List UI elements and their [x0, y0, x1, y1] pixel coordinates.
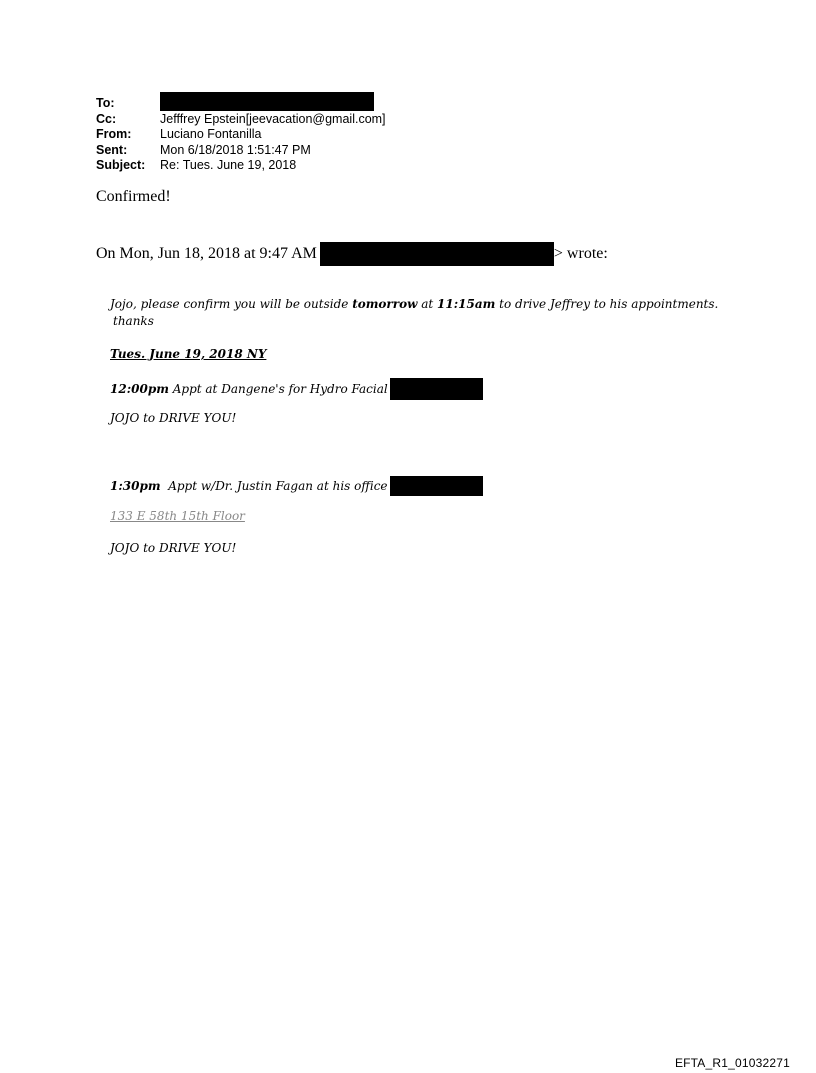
appointment-text: Appt w/Dr. Justin Fagan at his office [160, 479, 388, 493]
quoted-text: Jojo, please confirm you will be outside [110, 297, 353, 311]
redaction-box [390, 476, 483, 496]
quote-intro-before: On Mon, Jun 18, 2018 at 9:47 AM [96, 245, 317, 262]
redaction-box [390, 378, 483, 400]
subject-value: Re: Tues. June 19, 2018 [160, 158, 297, 172]
to-row [96, 96, 386, 112]
quoted-text: at [417, 297, 438, 311]
from-value: Luciano Fontanilla [160, 127, 262, 141]
cc-value: Jefffrey Epstein[jeevacation@gmail.com] [160, 111, 386, 126]
subject-row [96, 158, 386, 174]
sent-label: Sent: [96, 142, 128, 157]
email-header [96, 96, 386, 174]
quote-intro-after: > wrote: [553, 245, 608, 262]
subject-label: Subject: [96, 158, 146, 172]
quoted-line-1 [110, 297, 718, 311]
reply-text: Confirmed! [96, 188, 171, 205]
cc-label: Cc: [96, 111, 117, 126]
appointment-2 [110, 476, 483, 496]
from-label: From: [96, 127, 132, 141]
document-id: EFTA_R1_01032271 [674, 1056, 790, 1070]
appointment-time: 12:00pm [110, 382, 169, 396]
from-row [96, 127, 386, 143]
redaction-box [320, 242, 554, 266]
address-link[interactable]: 133 E 58th 15th Floor [110, 509, 245, 523]
schedule-date-heading: Tues. June 19, 2018 NY [110, 347, 267, 361]
sent-value: Mon 6/18/2018 1:51:47 PM [160, 142, 311, 157]
cc-row [96, 112, 386, 128]
quote-intro [96, 242, 608, 266]
to-label: To: [96, 96, 115, 110]
quoted-text: to drive Jeffrey to his appointments. [495, 297, 719, 311]
appointment-1 [110, 378, 483, 400]
quoted-line-2: thanks [113, 314, 154, 328]
appointment-1-note: JOJO to DRIVE YOU! [110, 411, 237, 425]
sent-row [96, 143, 386, 159]
quoted-emphasis: tomorrow [352, 297, 418, 311]
redaction-box [160, 92, 374, 111]
appointment-time: 1:30pm [110, 479, 161, 493]
appointment-text: Appt at Dangene's for Hydro Facial [168, 382, 388, 396]
appointment-2-note: JOJO to DRIVE YOU! [110, 541, 237, 555]
quoted-time: 11:15am [437, 297, 496, 311]
